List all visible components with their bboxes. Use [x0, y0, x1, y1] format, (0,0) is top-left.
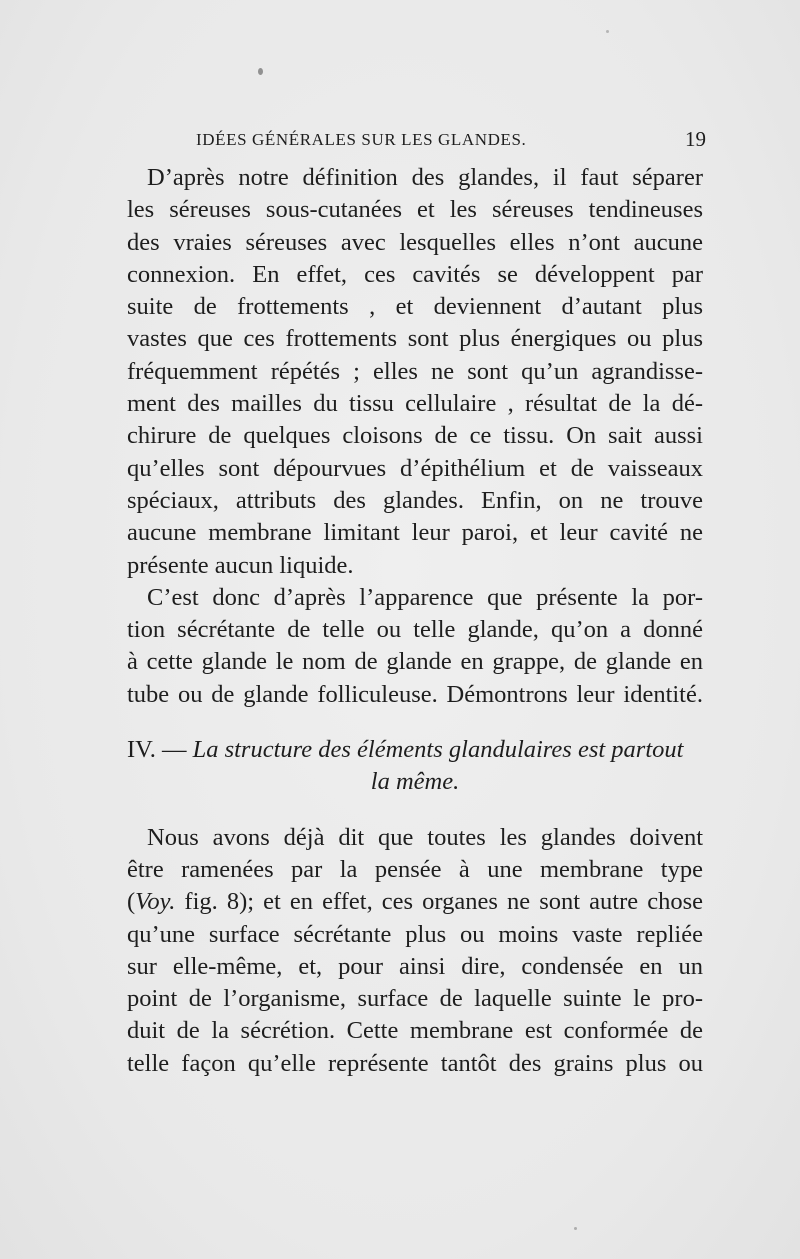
text-line: duit de la sécrétion. Cette membrane est conformée de [127, 1017, 703, 1045]
text-line: connexion. En effet, ces cavités se développent par [127, 260, 703, 288]
section-number: IV. — [127, 736, 193, 764]
text-line: qu’elles sont dépourvues d’épithélium et de vaisseaux [127, 454, 703, 482]
text-line: fréquemment répétés ; elles ne sont qu’un agrandisse- [127, 357, 703, 385]
paragraph-3 [127, 822, 703, 1080]
text-line: qu’une surface sécrétante plus ou moins vaste repliée [127, 920, 703, 948]
page-body [127, 162, 703, 1080]
paren-open: ( [127, 888, 136, 916]
text-line: ment des mailles du tissu cellulaire , résultat de la dé- [127, 390, 703, 418]
text-line: vastes que ces frottements sont plus énergiques ou plus [127, 325, 703, 353]
text-line: spéciaux, attributs des glandes. Enfin, on ne trouve [127, 486, 703, 514]
ink-speck [606, 30, 609, 33]
text-line: présente aucun liquide. [127, 551, 354, 579]
text-line: C’est donc d’après l’apparence que présente la por- [147, 583, 703, 611]
section-heading [127, 734, 703, 799]
text-line [127, 886, 703, 918]
text-line: tube ou de glande folliculeuse. Démontrons leur identité. [127, 680, 703, 708]
running-title: IDÉES GÉNÉRALES SUR LES GLANDES. [196, 130, 527, 149]
ink-speck [574, 1227, 577, 1230]
text-line: sur elle-même, et, pour ainsi dire, condensée en un [127, 952, 703, 980]
paragraph-1 [127, 162, 703, 582]
text-line: chirure de quelques cloisons de ce tissu. On sait aussi [127, 422, 703, 450]
text-line: telle façon qu’elle représente tantôt des grains plus ou [127, 1049, 703, 1077]
ink-speck [258, 68, 263, 75]
paragraph-2 [127, 582, 703, 711]
text-line: à cette glande le nom de glande en grappe, de glande en [127, 648, 703, 676]
text-line: D’après notre définition des glandes, il faut séparer [147, 164, 703, 191]
text-line: suite de frottements , et deviennent d’autant plus [127, 293, 703, 321]
text-line: des vraies séreuses avec lesquelles elles n’ont aucune [127, 228, 703, 256]
section-title: La structure des éléments glandulaires est partout [192, 736, 684, 764]
page-number: 19 [685, 127, 706, 151]
running-header [196, 127, 706, 154]
text-line: point de l’organisme, surface de laquelle suinte le pro- [127, 985, 703, 1013]
text-line: aucune membrane limitant leur paroi, et leur cavité ne [127, 519, 703, 547]
figure-reference: Voy. [135, 888, 176, 916]
text-line: tion sécrétante de telle ou telle glande, qu’on a donné [127, 616, 703, 644]
text-line: Nous avons déjà dit que toutes les glandes doivent [147, 823, 703, 851]
text-span: fig. 8); et en effet, ces organes ne sont autre chose [175, 888, 703, 916]
text-line: être ramenées par la pensée à une membrane type [127, 855, 703, 883]
section-title-continuation: la même. [370, 768, 460, 796]
text-line: les séreuses sous-cutanées et les séreuses tendineuses [127, 196, 703, 224]
section-heading-line-1 [127, 734, 703, 766]
